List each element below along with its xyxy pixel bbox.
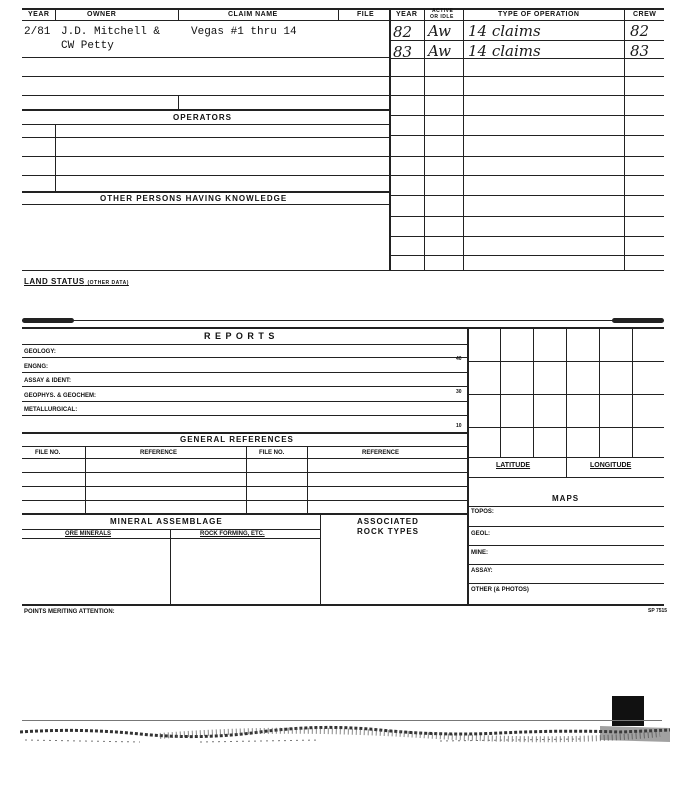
entry-claim-name: Vegas #1 thru 14 bbox=[191, 26, 297, 38]
report-num-10: 10 bbox=[456, 423, 462, 429]
points-meriting-attention: POINTS MERITING ATTENTION: bbox=[24, 609, 115, 615]
refs-reference-2: REFERENCE bbox=[362, 450, 400, 456]
activity-year-2: 83 bbox=[393, 43, 413, 61]
ore-minerals-heading: ORE MINERALS bbox=[65, 531, 112, 537]
col-header-claim-name: CLAIM NAME bbox=[228, 11, 278, 18]
associated-rock-types-line2: ROCK TYPES bbox=[357, 527, 420, 536]
longitude-label: LONGITUDE bbox=[590, 462, 632, 469]
maps-assay: ASSAY: bbox=[471, 568, 493, 574]
activity-crew-1: 82 bbox=[630, 22, 650, 40]
reports-heading: R E P O R T S bbox=[204, 331, 276, 341]
report-geophys: GEOPHYS. & GEOCHEM: bbox=[24, 393, 97, 399]
scan-noise-band bbox=[20, 718, 670, 748]
maps-heading: MAPS bbox=[552, 494, 580, 503]
activity-status-2: Aw bbox=[428, 42, 451, 60]
activity-operation-1: 14 claims bbox=[468, 22, 541, 40]
other-persons-heading: OTHER PERSONS HAVING KNOWLEDGE bbox=[100, 194, 288, 203]
report-geology: GEOLOGY: bbox=[24, 349, 56, 355]
activity-year-1: 82 bbox=[393, 23, 413, 41]
report-engng: ENGNG: bbox=[24, 364, 48, 370]
col-header-type-of-operation: TYPE OF OPERATION bbox=[498, 11, 580, 18]
form-code: SP 7515 bbox=[648, 608, 668, 614]
col-header-crew: CREW bbox=[633, 11, 657, 18]
col-header-file: FILE bbox=[357, 11, 375, 18]
rock-forming-heading: ROCK FORMING, ETC. bbox=[200, 531, 265, 537]
maps-other: OTHER (& PHOTOS) bbox=[471, 587, 529, 593]
report-num-40: 40 bbox=[456, 356, 462, 362]
general-references-heading: GENERAL REFERENCES bbox=[180, 435, 294, 444]
report-assay: ASSAY & IDENT: bbox=[24, 378, 72, 384]
col-header-year: YEAR bbox=[28, 11, 50, 18]
entry-year: 2/81 bbox=[24, 26, 51, 38]
maps-mine: MINE: bbox=[471, 550, 488, 556]
latitude-label: LATITUDE bbox=[496, 462, 531, 469]
maps-topos: TOPOS: bbox=[471, 509, 494, 515]
col-header-year-2: YEAR bbox=[396, 11, 418, 18]
refs-reference-1: REFERENCE bbox=[140, 450, 178, 456]
land-status-heading: LAND STATUS (OTHER DATA) bbox=[24, 277, 129, 286]
entry-owner-line2: CW Petty bbox=[61, 40, 114, 52]
activity-crew-2: 83 bbox=[630, 42, 650, 60]
activity-status-1: Aw bbox=[428, 22, 451, 40]
associated-rock-types-line1: ASSOCIATED bbox=[357, 517, 419, 526]
refs-file-no-2: FILE NO. bbox=[259, 450, 285, 456]
col-header-owner: OWNER bbox=[87, 11, 117, 18]
operators-heading: OPERATORS bbox=[173, 113, 232, 122]
col-header-active: ACTIVE bbox=[432, 8, 454, 14]
entry-owner-line1: J.D. Mitchell & bbox=[61, 26, 161, 38]
col-header-or-idle: OR IDLE bbox=[430, 14, 454, 20]
refs-file-no-1: FILE NO. bbox=[35, 450, 61, 456]
mineral-assemblage-heading: MINERAL ASSEMBLAGE bbox=[110, 517, 223, 526]
maps-geol: GEOL: bbox=[471, 531, 490, 537]
report-num-30: 30 bbox=[456, 389, 462, 395]
report-metallurgical: METALLURGICAL: bbox=[24, 407, 78, 413]
activity-operation-2: 14 claims bbox=[468, 42, 541, 60]
